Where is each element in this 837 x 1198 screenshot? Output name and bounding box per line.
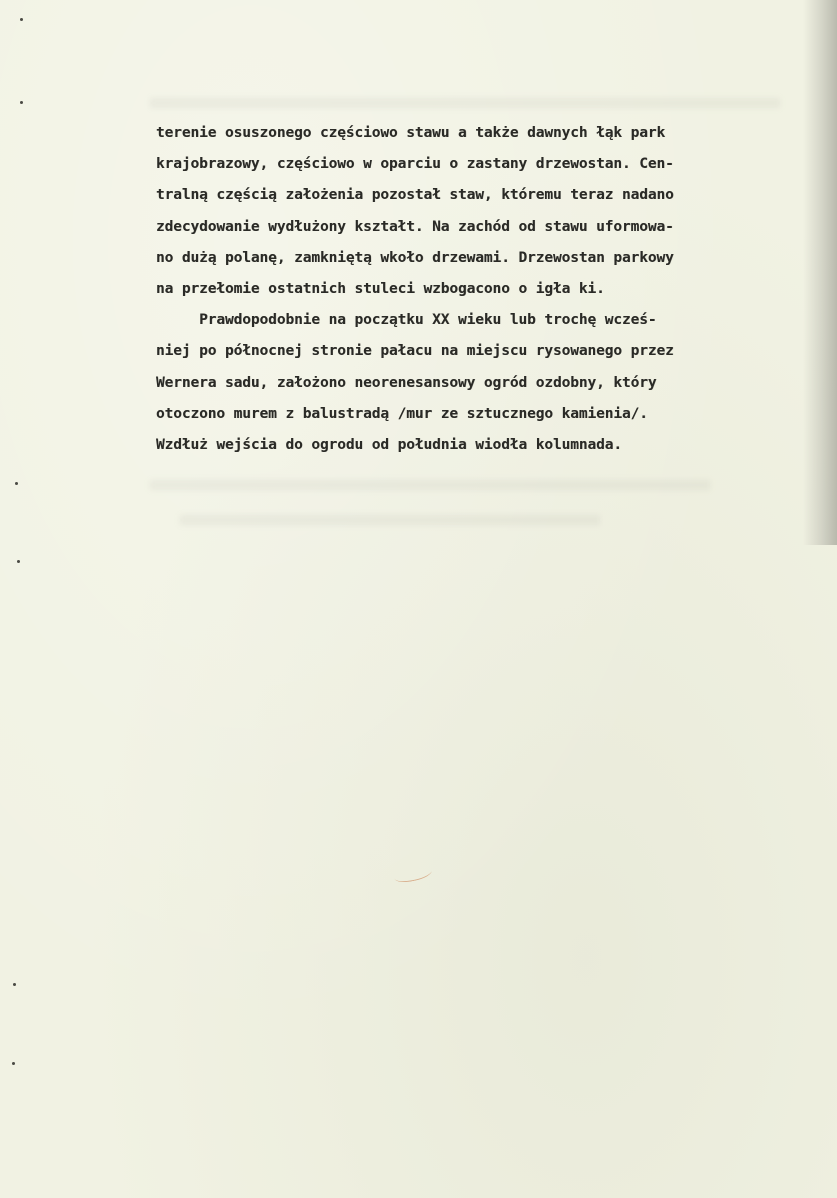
punch-mark — [12, 1062, 15, 1065]
text-line: Wernera sadu, założono neorenesansowy ogród ozdobny, który — [156, 374, 657, 391]
punch-mark — [13, 983, 16, 986]
bleed-through-line — [150, 98, 780, 108]
text-line: Prawdopodobnie na początku XX wieku lub trochę wcześ- — [156, 312, 657, 329]
text-line: zdecydowanie wydłużony kształt. Na zachód od stawu uformowa- — [156, 218, 674, 235]
stray-ink-mark — [393, 864, 433, 885]
punch-mark — [15, 482, 18, 485]
text-line: krajobrazowy, częściowo w oparciu o zastany drzewostan. Cen- — [156, 156, 674, 173]
text-line: no dużą polanę, zamkniętą wkoło drzewami. Drzewostan parkowy — [156, 249, 674, 266]
bleed-through-line — [180, 515, 600, 525]
text-line: niej po północnej stronie pałacu na miejscu rysowanego przez — [156, 343, 674, 360]
punch-mark — [17, 560, 20, 563]
scan-edge-shadow — [803, 0, 837, 545]
text-line: tralną częścią założenia pozostał staw, któremu teraz nadano — [156, 187, 674, 204]
bleed-through-line — [150, 480, 710, 490]
paragraph-2 — [156, 305, 778, 461]
typewritten-text — [156, 118, 778, 461]
text-line: terenie osuszonego częściowo stawu a także dawnych łąk park — [156, 125, 666, 141]
paragraph-1 — [156, 118, 778, 305]
text-line: na przełomie ostatnich stuleci wzbogacono o igła ki. — [156, 281, 605, 298]
text-line: Wzdłuż wejścia do ogrodu od południa wiodła kolumnada. — [156, 437, 623, 454]
text-line: otoczono murem z balustradą /mur ze sztucznego kamienia/. — [156, 405, 648, 422]
punch-mark — [20, 18, 23, 21]
punch-mark — [20, 101, 23, 104]
